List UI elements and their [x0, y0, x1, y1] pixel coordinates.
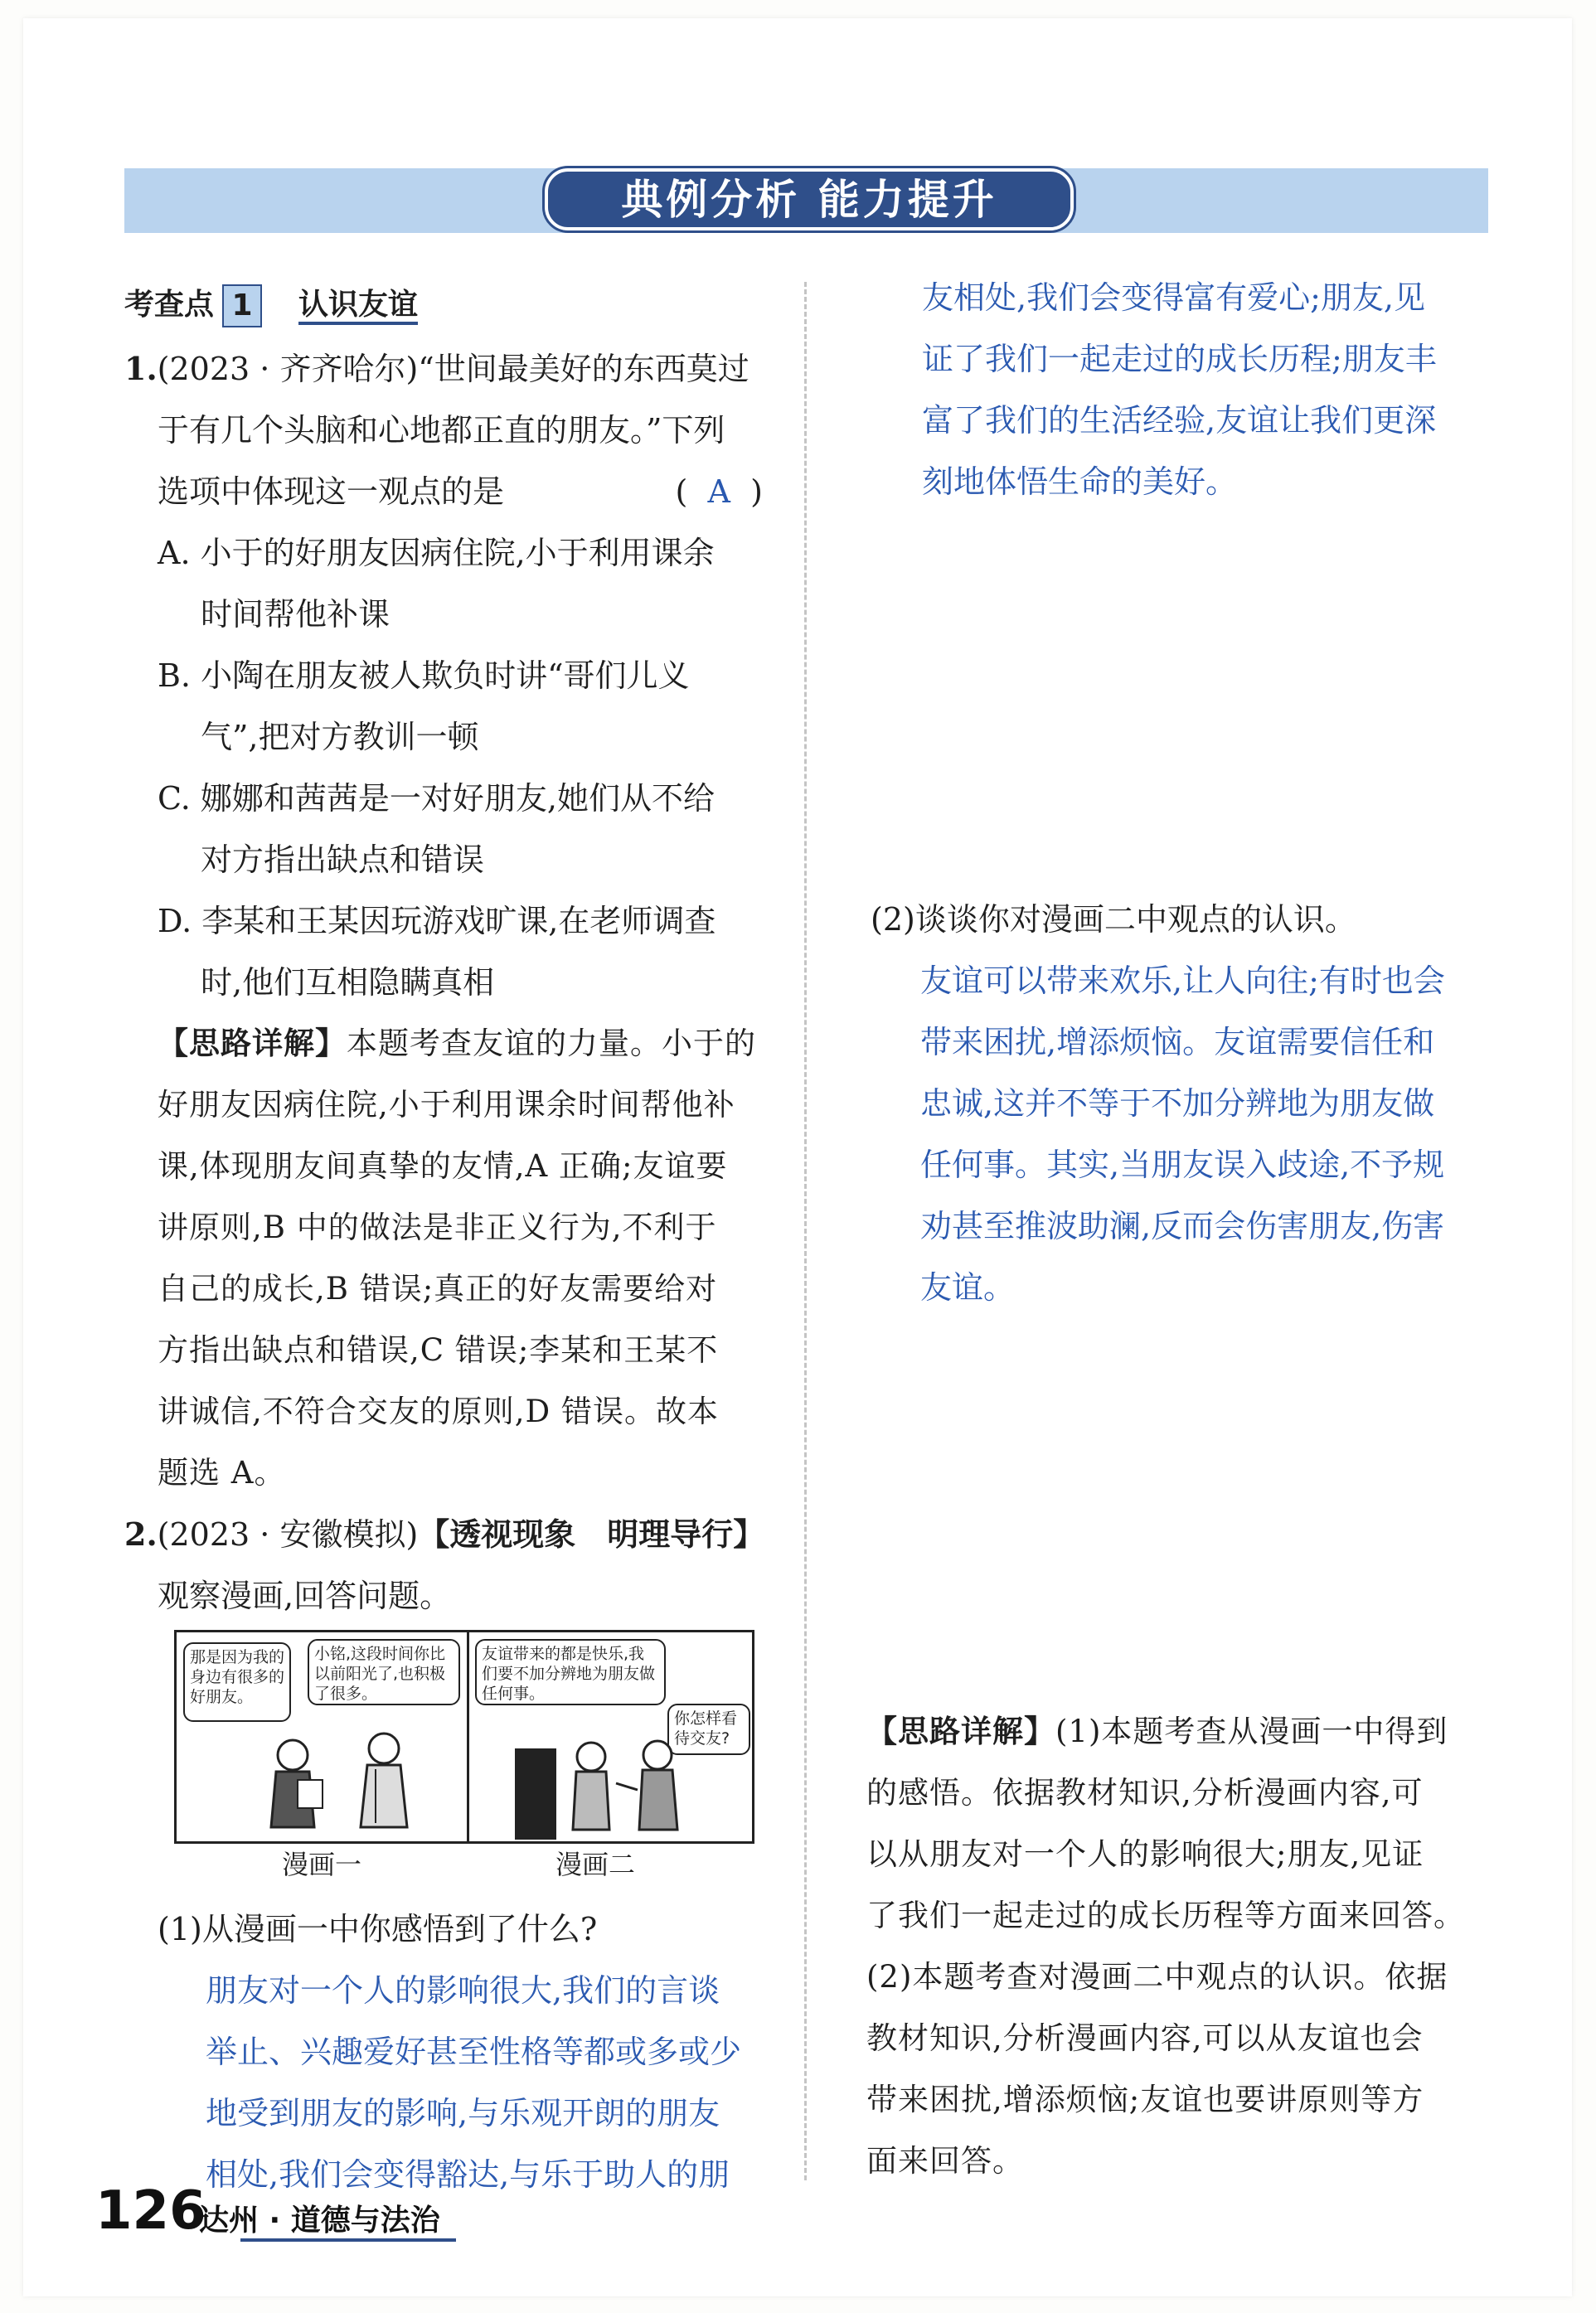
question-2-number: 2.: [124, 1515, 158, 1553]
sub1-answer: 朋友对一个人的影响很大,我们的言谈 举止、兴趣爱好甚至性格等都或多或少 地受到朋友的影响,与乐观开朗的朋友 相处,我们会变得豁达,与乐于助人的朋: [206, 1972, 742, 2193]
sub2-answer: 友谊可以带来欢乐,让人向往;有时也会 带来困扰,增添烦恼。友谊需要信任和 忠诚,这并不等于不加分辨地为朋友做 任何事。其实,当朋友误入歧途,不予规 劝甚至推波助澜,反而会伤害朋友,伤害 友谊。: [920, 963, 1445, 1306]
question-2-sub1: [158, 1898, 788, 2205]
question-2-source: (2023 · 安徽模拟): [157, 1516, 419, 1553]
question-2-instruction: 观察漫画,回答问题。: [158, 1578, 452, 1614]
column-divider: [804, 282, 807, 2180]
option-a: A. 小于的好朋友因病住院,小于利用课余 时间帮他补课: [158, 535, 715, 633]
answer-bracket: ( A ): [675, 473, 763, 510]
question-1-stem-line: 选项中体现这一观点的是 ( A ): [124, 461, 779, 522]
question-1-number: 1.: [124, 350, 158, 387]
question-1-analysis: 【思路详解】本题考查友谊的力量。小于的 好朋友因病住院,小于利用课余时间帮他补 课,体现朋友间真挚的友情,A 正确;友谊要 讲原则,B 中的做法是非正义行为,不利于 自己的成长,B 错误;真正的好友需要给对 方指出缺点和错误,C 错误;李某和王某不 讲诚信,不符合交友的原则,D 错误。故本 题选 A。: [158, 1026, 756, 1491]
option-d: D. 李某和王某因玩游戏旷课,在老师调查 时,他们互相隐瞒真相: [158, 903, 716, 1001]
question-2-analysis: 【思路详解】(1)本题考查从漫画一中得到 的感悟。依据教材知识,分析漫画内容,可 以从朋友对一个人的影响很大;朋友,见证 了我们一起走过的成长历程等方面来回答。 (2)本题考查对漫画二中观点的认识。依据 教材知识,分析漫画内容,可以从友谊也会 带来困扰,增添烦恼;友谊也要讲原则等方 面来回答。: [866, 1714, 1465, 2179]
comic-bubble: 你怎样看待交友?: [667, 1704, 750, 1755]
comic-bubble: 小铭,这段时间你比以前阳光了,也积极了很多。: [308, 1639, 460, 1705]
comic-caption-2: 漫画二: [555, 1849, 636, 1880]
comic-strip: [174, 1630, 754, 1844]
analysis-tag: 【思路详解】: [866, 1714, 1055, 1749]
sub1-answer-continued: 友相处,我们会变得富有爱心;朋友,见 证了我们一起走过的成长历程;朋友丰 富了我们的生活经验,友谊让我们更深 刻地体悟生命的美好。: [922, 279, 1437, 500]
question-1-stem-line: 于有几个头脑和心地都正直的朋友。”下列: [158, 412, 725, 449]
question-2: [124, 1504, 779, 1627]
knowledge-point-title: 认识友谊: [298, 288, 418, 325]
answer-letter: A: [707, 473, 730, 510]
question-2-sub2: [871, 889, 1517, 1318]
option-c: C. 娜娜和茜茜是一对好朋友,她们从不给 对方指出缺点和错误: [158, 780, 715, 878]
footer-title: 达州 · 道德与法治: [199, 2204, 440, 2238]
option-b: B. 小陶在朋友被人欺负时讲“哥们儿义 气”,把对方教训一顿: [158, 657, 690, 755]
sub1-question: (1)从漫画一中你感悟到了什么?: [158, 1911, 598, 1947]
page-number: 126: [95, 2180, 206, 2242]
question-2-tag: 【透视现象 明理导行】: [418, 1516, 765, 1553]
footer-underline: [240, 2238, 456, 2242]
comic-bubble: 那是因为我的身边有很多的好朋友。: [183, 1642, 291, 1722]
comic-figures-illustration: [177, 1632, 757, 1846]
analysis-tag: 【思路详解】: [158, 1026, 347, 1061]
comic-caption-1: 漫画一: [282, 1849, 362, 1880]
section-title: 典例分析 能力提升: [545, 168, 1074, 230]
knowledge-point-number: 1: [222, 284, 262, 327]
sub2-question: (2)谈谈你对漫画二中观点的认识。: [871, 901, 1356, 938]
knowledge-point-label: 考查点: [124, 288, 215, 322]
comic-bubble: 友谊带来的都是快乐,我们要不加分辨地为朋友做任何事。: [475, 1639, 666, 1705]
left-column: [124, 272, 779, 1627]
knowledge-point-heading: [124, 272, 779, 338]
question-1: [124, 338, 779, 1504]
question-1-stem-line: (2023 · 齐齐哈尔)“世间最美好的东西莫过: [157, 351, 749, 387]
